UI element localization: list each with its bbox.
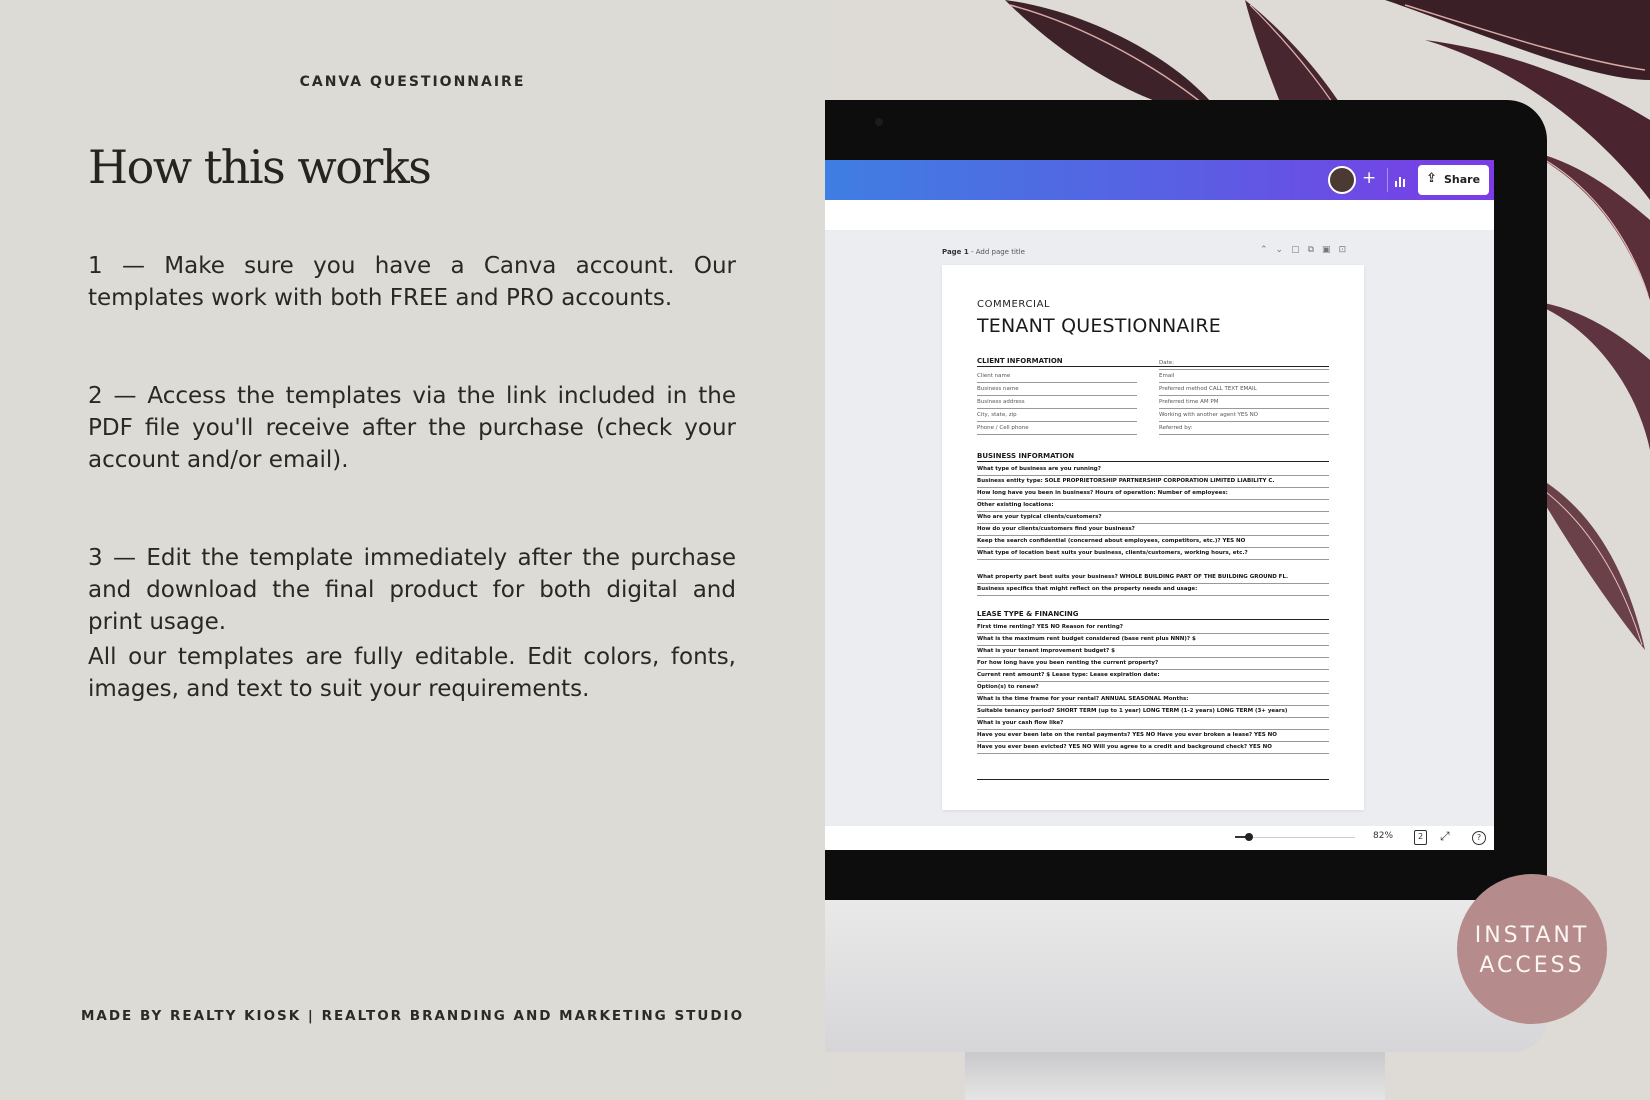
- lease-field: First time renting? YES NO Reason for renting?: [977, 622, 1329, 634]
- add-page-icon[interactable]: ⊡: [1338, 245, 1355, 255]
- client-field: Referred by:: [1159, 423, 1329, 435]
- badge-text: [1457, 921, 1607, 981]
- duplicate-icon[interactable]: ⧉: [1307, 245, 1323, 255]
- monitor-frame: [825, 100, 1547, 900]
- client-field: Date:: [1159, 358, 1329, 370]
- client-field: Business address: [977, 397, 1137, 409]
- client-field: Business name: [977, 384, 1137, 396]
- client-field: Preferred time AM PM: [1159, 397, 1329, 409]
- business-field: What type of location best suits your business, clients/customers, working hours, etc.?: [977, 548, 1329, 560]
- step-1-text: 1 — Make sure you have a Canva account. Our templates work with both FREE and PRO accounts.: [88, 253, 736, 311]
- lease-field: What is the maximum rent budget considered (base rent plus NNN)? $: [977, 634, 1329, 646]
- plus-icon[interactable]: +: [1362, 168, 1377, 188]
- client-field: Working with another agent YES NO: [1159, 410, 1329, 422]
- lease-field: What is the time frame for your rental? ANNUAL SEASONAL Months:: [977, 694, 1329, 706]
- business-section-heading: BUSINESS INFORMATION: [977, 452, 1329, 462]
- page-title-placeholder: - Add page title: [970, 248, 1025, 256]
- business-field: Business specifics that might reflect on the property needs and usage:: [977, 584, 1329, 596]
- zoom-level[interactable]: 82%: [1373, 831, 1394, 841]
- footer-credit: MADE BY REALTY KIOSK | REALTOR BRANDING AND MARKETING STUDIO: [80, 1008, 745, 1024]
- lease-field: What is your cash flow like?: [977, 718, 1329, 730]
- client-field: Phone / Cell phone: [977, 423, 1137, 435]
- business-field: What type of business are you running?: [977, 464, 1329, 476]
- instant-access-badge: [1457, 874, 1607, 1024]
- lease-field: Have you ever been late on the rental payments? YES NO Have you ever broken a lease? YES NO: [977, 730, 1329, 742]
- help-icon[interactable]: ?: [1472, 831, 1486, 845]
- lease-field: What is your tenant improvement budget? $: [977, 646, 1329, 658]
- page-title: How this works: [88, 140, 431, 194]
- document-page[interactable]: [942, 265, 1364, 810]
- doc-kicker: COMMERCIAL: [977, 299, 1051, 310]
- page-number-label: Page 1: [942, 248, 969, 256]
- business-field: Who are your typical clients/customers?: [977, 512, 1329, 524]
- eyebrow-label: CANVA QUESTIONNAIRE: [299, 74, 526, 90]
- zoom-slider-handle[interactable]: [1245, 833, 1253, 841]
- expand-icon[interactable]: ⤢: [1440, 829, 1450, 843]
- business-field: How long have you been in business? Hours of operation: Number of employees:: [977, 488, 1329, 500]
- monitor-chin: [825, 900, 1547, 1052]
- editor-top-bar: [825, 160, 1494, 200]
- camera-dot: [875, 118, 883, 126]
- monitor-stand: [965, 1052, 1385, 1100]
- page-title-field[interactable]: [942, 248, 1025, 256]
- lock-icon[interactable]: ▢: [1291, 245, 1308, 255]
- insights-icon[interactable]: [1387, 168, 1411, 192]
- lease-section-heading: LEASE TYPE & FINANCING: [977, 610, 1329, 620]
- upload-icon: ⇪: [1426, 171, 1437, 186]
- client-field: Email: [1159, 371, 1329, 383]
- avatar[interactable]: [1328, 166, 1356, 194]
- trash-icon[interactable]: ▣: [1322, 245, 1339, 255]
- canva-editor-screen: [825, 160, 1494, 850]
- badge-line-2: ACCESS: [1479, 953, 1585, 978]
- business-field: How do your clients/customers find your business?: [977, 524, 1329, 536]
- lease-field: Current rent amount? $ Lease type: Lease expiration date:: [977, 670, 1329, 682]
- editor-bottom-bar: [825, 826, 1494, 850]
- editor-sub-bar: [825, 200, 1494, 230]
- client-field: Client name: [977, 371, 1137, 383]
- client-field: City, state, zip: [977, 410, 1137, 422]
- client-field: Preferred method CALL TEXT EMAIL: [1159, 384, 1329, 396]
- business-field: What property part best suits your business? WHOLE BUILDING PART OF THE BUILDING GROUND FL.: [977, 572, 1329, 584]
- doc-divider: [977, 779, 1329, 780]
- pages-icon[interactable]: 2: [1414, 830, 1427, 845]
- chevron-down-icon[interactable]: ⌄: [1275, 245, 1292, 255]
- chevron-up-icon[interactable]: ⌃: [1260, 245, 1276, 255]
- editable-note-text: All our templates are fully editable. Edit colors, fonts, images, and text to suit your requirements.: [88, 644, 736, 702]
- zoom-slider-track[interactable]: [1235, 837, 1355, 838]
- business-field: Business entity type: SOLE PROPRIETORSHIP PARTNERSHIP CORPORATION LIMITED LIABILITY C.: [977, 476, 1329, 488]
- share-label: Share: [1444, 173, 1481, 186]
- share-button[interactable]: [1418, 165, 1489, 195]
- lease-field: Suitable tenancy period? SHORT TERM (up to 1 year) LONG TERM (1-2 years) LONG TERM (3+ years): [977, 706, 1329, 718]
- lease-field: Have you ever been evicted? YES NO Will you agree to a credit and background check? YES NO: [977, 742, 1329, 754]
- badge-line-1: INSTANT: [1474, 923, 1590, 948]
- business-field: Keep the search confidential (concerned about employees, competitors, etc.)? YES NO: [977, 536, 1329, 548]
- doc-title: TENANT QUESTIONNAIRE: [977, 315, 1222, 337]
- page-toolbar: [1260, 245, 1354, 255]
- step-2-text: 2 — Access the templates via the link included in the PDF file you'll receive after the purchase (check your account and/or email).: [88, 383, 736, 473]
- client-section-heading: CLIENT INFORMATION: [977, 357, 1329, 367]
- lease-field: For how long have you been renting the current property?: [977, 658, 1329, 670]
- lease-field: Option(s) to renew?: [977, 682, 1329, 694]
- step-3-text: 3 — Edit the template immediately after the purchase and download the final product for both digital and print usage.: [88, 545, 736, 635]
- business-field: Other existing locations:: [977, 500, 1329, 512]
